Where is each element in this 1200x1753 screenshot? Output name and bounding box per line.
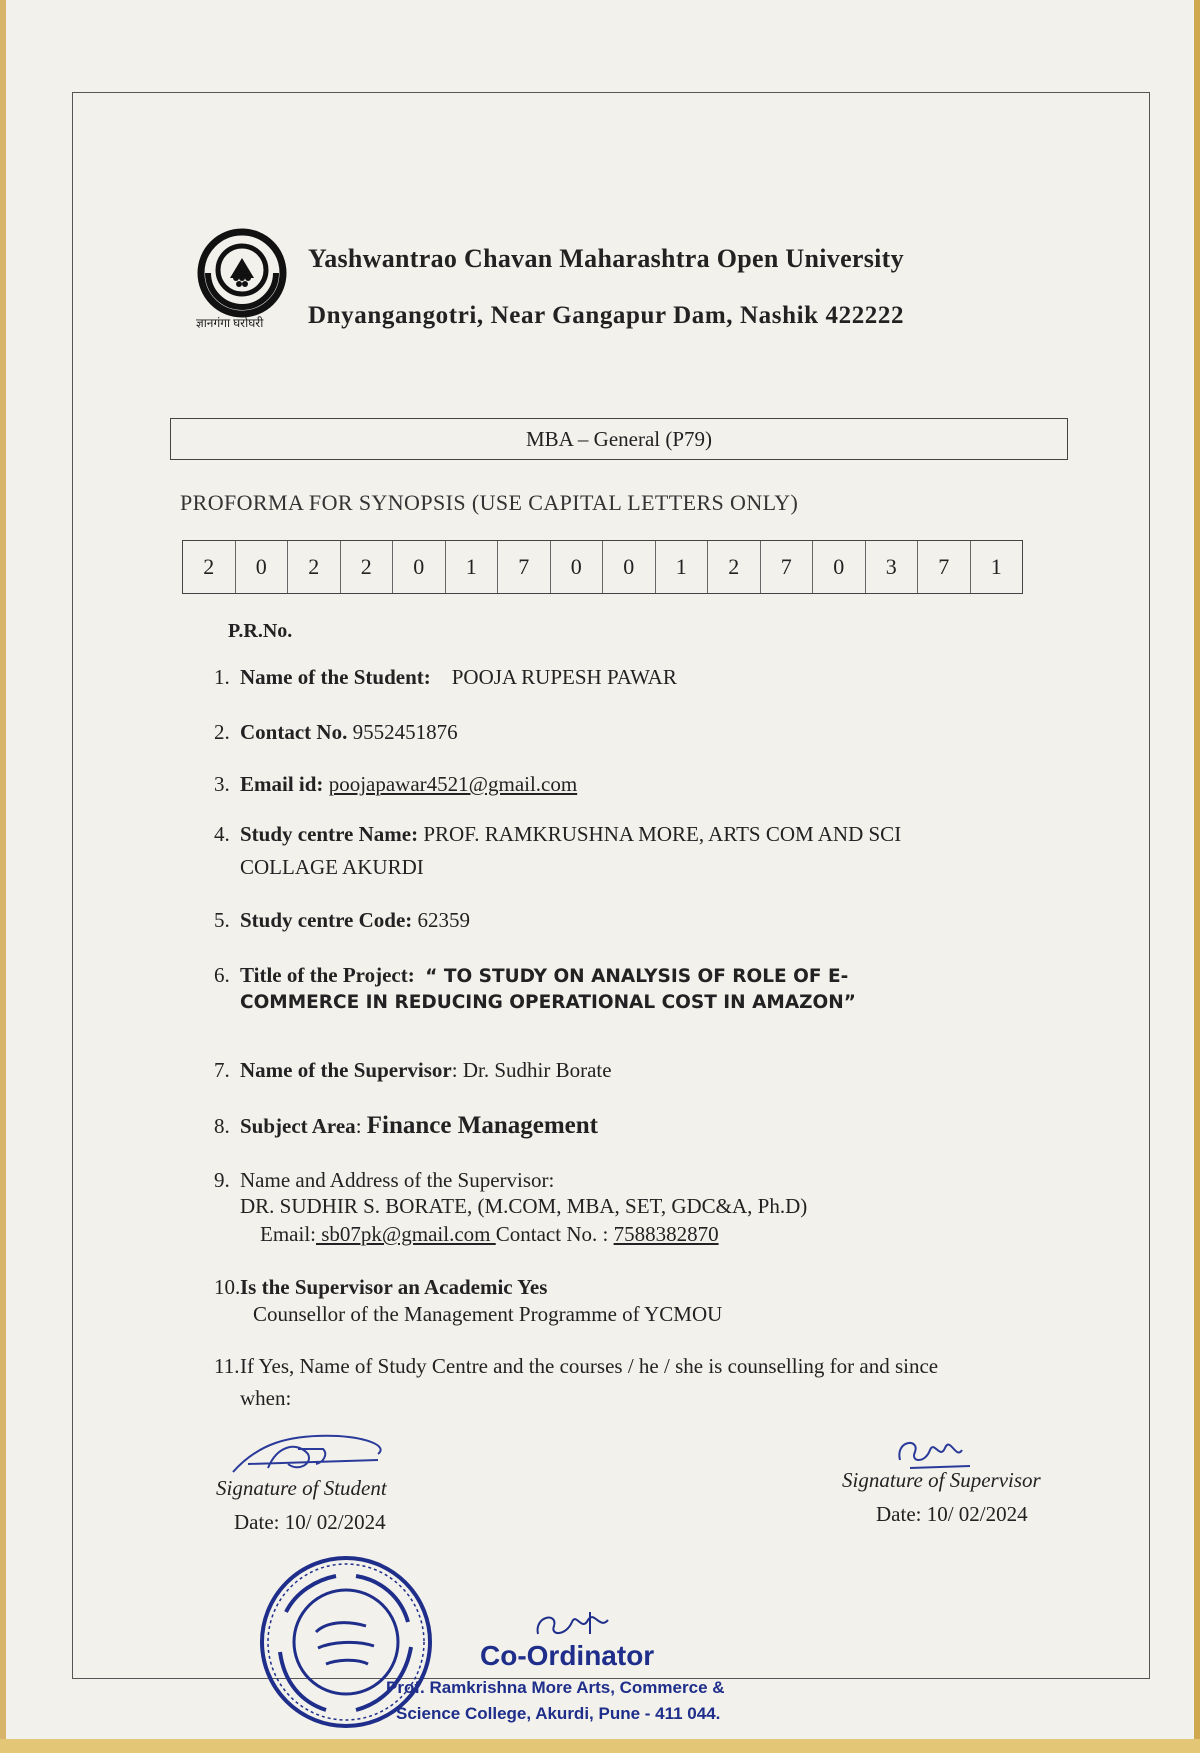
supervisor-qualification: DR. SUDHIR S. BORATE, (M.COM, MBA, SET, GDC&A, Ph.D) bbox=[240, 1194, 808, 1218]
prn-digit: 0 bbox=[813, 541, 866, 593]
prn-digit: 0 bbox=[551, 541, 604, 593]
field-label: Study centre Code: bbox=[240, 908, 413, 932]
field-number: 11. bbox=[214, 1354, 240, 1378]
prn-digit: 1 bbox=[990, 554, 1002, 579]
field-number: 9. bbox=[214, 1168, 230, 1192]
supervisor-signature-caption: Signature of Supervisor bbox=[842, 1468, 1041, 1492]
logo-caption: ज्ञानगंगा घरोघरी bbox=[196, 316, 264, 330]
field-label: Is the Supervisor an Academic Yes bbox=[240, 1275, 548, 1299]
prn-digit: 3 bbox=[866, 541, 919, 593]
field-value: POOJA RUPESH PAWAR bbox=[451, 665, 677, 689]
field-email bbox=[214, 772, 577, 797]
coordinator-college-line2: Science College, Akurdi, Pune - 411 044. bbox=[396, 1704, 721, 1723]
field-contact bbox=[214, 720, 458, 745]
field-label: Title of the Project: bbox=[240, 963, 415, 987]
page-edge-bottom bbox=[0, 1739, 1200, 1753]
student-signature-caption: Signature of Student bbox=[216, 1476, 387, 1500]
contact-label: Contact No. : bbox=[495, 1222, 614, 1246]
field-label: Study centre Name: bbox=[240, 822, 419, 846]
prn-digit: 2 bbox=[183, 541, 236, 593]
page-edge-left bbox=[0, 0, 6, 1753]
field-value: PROF. RAMKRUSHNA MORE, ARTS COM AND SCI bbox=[423, 822, 902, 846]
field-number: 5. bbox=[214, 908, 230, 932]
field-label: Email id: bbox=[240, 772, 324, 796]
prn-digit: 0 bbox=[393, 541, 446, 593]
field-value: Finance Management bbox=[366, 1112, 598, 1139]
supervisor-contact-line bbox=[260, 1222, 719, 1247]
student-signature-date: Date: 10/ 02/2024 bbox=[234, 1510, 386, 1534]
coordinator-title: Co-Ordinator bbox=[480, 1640, 655, 1671]
prn-digit: 7 bbox=[761, 541, 814, 593]
prn-grid bbox=[182, 540, 1023, 594]
email-label: Email: bbox=[260, 1222, 316, 1246]
field-number: 8. bbox=[214, 1114, 230, 1138]
prn-digit: 1 bbox=[446, 541, 499, 593]
field-number: 1. bbox=[214, 665, 230, 689]
page-edge-right bbox=[1194, 0, 1200, 1753]
university-address: Dnyangangotri, Near Gangapur Dam, Nashik 422222 bbox=[308, 302, 905, 329]
student-signature-icon bbox=[228, 1424, 398, 1484]
field-label: Name of the Student: bbox=[240, 665, 431, 689]
field-value-continued: when: bbox=[240, 1386, 292, 1410]
field-label: Contact No. bbox=[240, 720, 348, 744]
proforma-title: PROFORMA FOR SYNOPSIS (USE CAPITAL LETTERS ONLY) bbox=[180, 490, 799, 515]
prn-digit: 2 bbox=[708, 541, 761, 593]
field-value: “ TO STUDY ON ANALYSIS OF ROLE OF E- bbox=[425, 966, 849, 987]
field-value: : Dr. Sudhir Borate bbox=[451, 1058, 612, 1082]
prn-label: P.R.No. bbox=[228, 620, 293, 642]
prn-digit: 2 bbox=[341, 541, 394, 593]
field-value: 62359 bbox=[417, 908, 471, 932]
prn-digit: 1 bbox=[656, 541, 709, 593]
field-label: Subject Area bbox=[240, 1114, 356, 1138]
coordinator-college-line1: Prof. Ramkrishna More Arts, Commerce & bbox=[386, 1678, 725, 1697]
field-student-name bbox=[214, 665, 677, 690]
field-supervisor-name bbox=[214, 1058, 612, 1083]
field-number: 4. bbox=[214, 822, 230, 846]
prn-digit: 7 bbox=[918, 541, 971, 593]
field-value-continued: COLLAGE AKURDI bbox=[240, 855, 424, 879]
field-project-title bbox=[214, 963, 848, 988]
email-link[interactable]: poojapawar4521@gmail.com bbox=[328, 772, 578, 796]
field-number: 10. bbox=[214, 1275, 241, 1299]
field-study-centre-code bbox=[214, 908, 470, 933]
prn-digit: 7 bbox=[498, 541, 551, 593]
field-label: Name and Address of the Supervisor: bbox=[240, 1168, 555, 1192]
supervisor-email-link[interactable]: sb07pk@gmail.com bbox=[316, 1222, 496, 1246]
supervisor-contact-value: 7588382870 bbox=[613, 1222, 719, 1246]
field-label: If Yes, Name of Study Centre and the courses / he / she is counselling for and since bbox=[240, 1354, 939, 1378]
prn-digit: 0 bbox=[603, 541, 656, 593]
coordinator-signature-icon bbox=[530, 1604, 630, 1644]
field-value-continued: Counsellor of the Management Programme of YCMOU bbox=[253, 1302, 723, 1326]
university-logo-icon bbox=[196, 228, 288, 318]
field-value: 9552451876 bbox=[352, 720, 458, 744]
field-academic-counsellor bbox=[214, 1275, 547, 1300]
field-number: 7. bbox=[214, 1058, 230, 1082]
field-subject-area: 8. Subject Area: Finance Management bbox=[214, 1112, 598, 1139]
field-number: 2. bbox=[214, 720, 230, 744]
field-label: Name of the Supervisor bbox=[240, 1058, 452, 1082]
university-name: Yashwantrao Chavan Maharashtra Open University bbox=[308, 244, 904, 273]
field-number: 6. bbox=[214, 963, 230, 987]
field-supervisor-address bbox=[214, 1168, 554, 1193]
prn-digit: 0 bbox=[236, 541, 289, 593]
prn-digit: 2 bbox=[288, 541, 341, 593]
program-box: MBA – General (P79) bbox=[170, 418, 1068, 460]
field-study-centre-courses bbox=[214, 1354, 938, 1379]
supervisor-signature-date: Date: 10/ 02/2024 bbox=[876, 1502, 1028, 1526]
field-study-centre-name bbox=[214, 822, 901, 847]
field-number: 3. bbox=[214, 772, 230, 796]
field-value-continued: COMMERCE IN REDUCING OPERATIONAL COST IN AMAZON” bbox=[240, 992, 856, 1013]
